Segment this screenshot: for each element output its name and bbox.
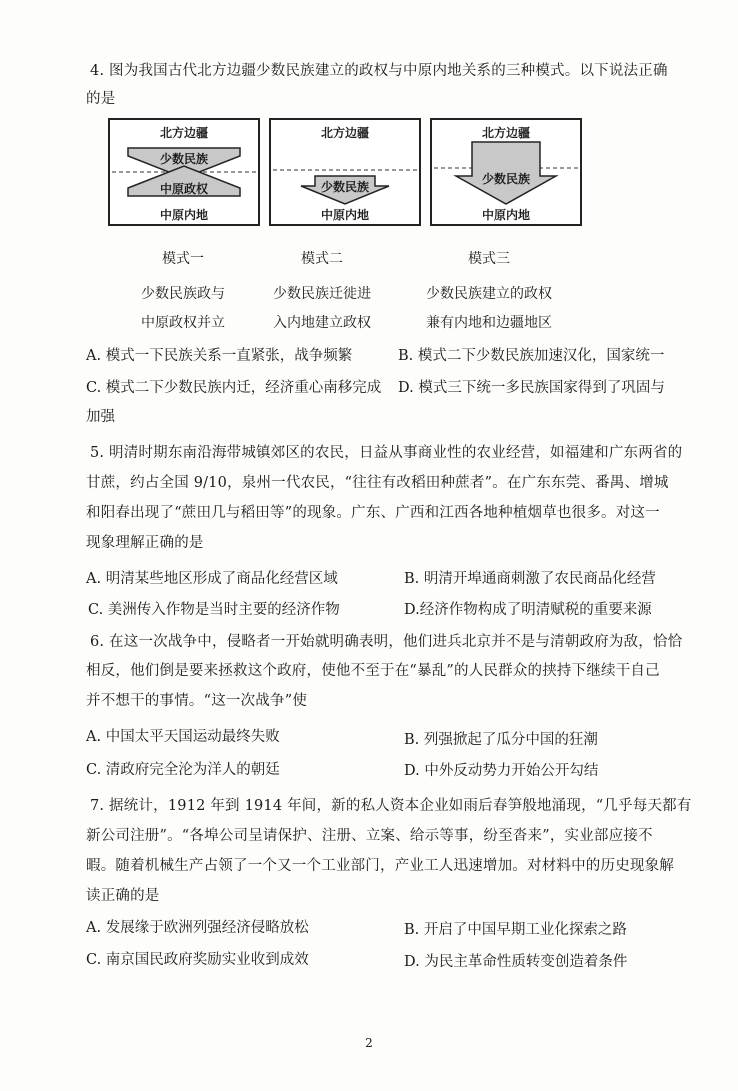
mode3-minority-label: 少数民族: [481, 172, 530, 186]
q5-option-d: D.经济作物构成了明清赋税的重要来源: [404, 602, 652, 618]
mode1-minority-label: 少数民族: [159, 152, 208, 166]
mode3-panel: [430, 118, 582, 226]
mode2-top-label: 北方边疆: [320, 126, 369, 140]
q7-line4: 读正确的是: [86, 888, 160, 904]
mode3-desc1: 少数民族建立的政权: [426, 286, 552, 302]
q7-option-b: B. 开启了中国早期工业化探索之路: [404, 922, 627, 938]
q6-line2: 相反，他们倒是要来拯救这个政府，使他不至于在“暴乱”的人民群众的挟持下继续干自己: [86, 663, 660, 679]
q5-line2: 甘蔗，约占全国 9/10，泉州一代农民，“往往有改稻田种蔗者”。在广东东莞、番禺、增城: [86, 475, 669, 491]
q6-option-a: A. 中国太平天国运动最终失败: [86, 729, 280, 745]
q5-line1: 5. 明清时期东南沿海带城镇郊区的农民，日益从事商业性的农业经营，如福建和广东两省的: [90, 445, 683, 461]
q7-option-c: C. 南京国民政府奖励实业收到成效: [86, 952, 309, 968]
q5-line4: 现象理解正确的是: [86, 535, 204, 551]
q6-line1: 6. 在这一次战争中，侵略者一开始就明确表明，他们进兵北京并不是与清朝政府为敌，恰恰: [90, 634, 683, 650]
q4-stem-line2: 的是: [86, 91, 116, 107]
mode1-panel: [108, 118, 260, 226]
q4-stem-line1: 4. 图为我国古代北方边疆少数民族建立的政权与中原内地关系的三种模式。以下说法正确: [90, 63, 668, 79]
q4-option-a: A. 模式一下民族关系一直紧张，战争频繁: [86, 348, 353, 364]
q7-line1: 7. 据统计，1912 年到 1914 年间，新的私人资本企业如雨后春笋般地涌现，“几乎每天都有: [90, 798, 692, 814]
mode1-desc1: 少数民族政与: [141, 286, 225, 302]
q6-option-c: C. 清政府完全沦为洋人的朝廷: [86, 762, 280, 778]
q6-line3: 并不想干的事情。“这一次战争”使: [86, 693, 308, 709]
mode2-bottom-label: 中原内地: [320, 208, 369, 222]
mode1-central-label: 中原政权: [159, 182, 208, 196]
mode2-name: 模式二: [301, 251, 343, 267]
mode1-desc2: 中原政权并立: [141, 315, 225, 331]
mode3-top-label: 北方边疆: [481, 126, 530, 140]
q4-option-b: B. 模式二下少数民族加速汉化，国家统一: [398, 348, 665, 364]
q7-option-d: D. 为民主革命性质转变创造着条件: [404, 954, 628, 970]
q4-option-d-cont: 加强: [86, 409, 115, 425]
mode2-desc1: 少数民族迁徙进: [273, 286, 371, 302]
q6-option-d: D. 中外反动势力开始公开勾结: [404, 763, 599, 779]
mode2-minority-label: 少数民族: [320, 180, 369, 194]
mode1-name: 模式一: [162, 251, 204, 267]
page-number: 2: [365, 1036, 373, 1050]
q5-line3: 和阳春出现了“蔗田几与稻田等”的现象。广东、广西和江西各地种植烟草也很多。对这一: [86, 505, 660, 521]
q5-option-c: C. 美洲传入作物是当时主要的经济作物: [88, 602, 340, 618]
mode2-panel: [269, 118, 421, 226]
mode1-top-label: 北方边疆: [159, 126, 208, 140]
mode3-bottom-label: 中原内地: [481, 208, 530, 222]
q7-line3: 暇。随着机械生产占领了一个又一个工业部门，产业工人迅速增加。对材料中的历史现象解: [86, 858, 674, 874]
q6-option-b: B. 列强掀起了瓜分中国的狂潮: [404, 732, 598, 748]
mode1-bottom-label: 中原内地: [159, 208, 208, 222]
q7-line2: 新公司注册”。“各埠公司呈请保护、注册、立案、给示等事，纷至沓来”，实业部应接不: [86, 828, 653, 844]
mode2-desc2: 入内地建立政权: [273, 315, 371, 331]
q4-option-d: D. 模式三下统一多民族国家得到了巩固与: [398, 380, 665, 396]
q5-option-a: A. 明清某些地区形成了商品化经营区域: [86, 571, 338, 587]
q5-option-b: B. 明清开埠通商刺激了农民商品化经营: [404, 571, 656, 587]
mode3-desc2: 兼有内地和边疆地区: [426, 315, 552, 331]
q4-diagram: [108, 118, 588, 228]
q7-option-a: A. 发展缘于欧洲列强经济侵略放松: [86, 920, 309, 936]
mode3-name: 模式三: [468, 251, 510, 267]
q4-option-c: C. 模式二下少数民族内迁，经济重心南移完成: [86, 380, 382, 396]
